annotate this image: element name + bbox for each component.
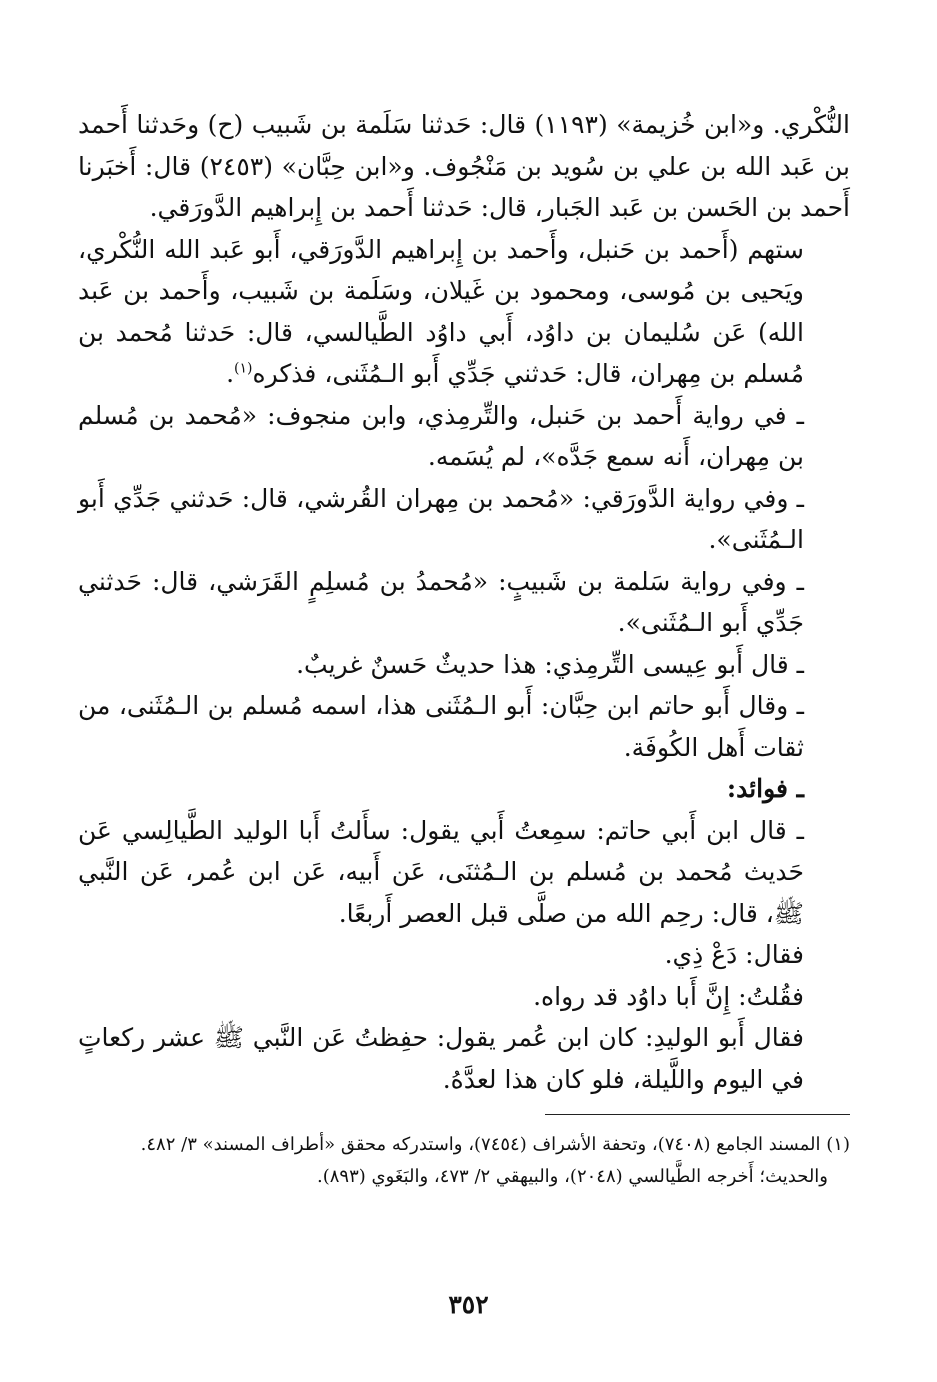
paragraph-ibn-abi-hatim: ـ قال ابن أَبي حاتم: سمِعتُ أَبي يقول: سأَلتُ أَبا الوليد الطَّيالِسي عَن حَديث مُحمد بن مُسلم بن الـمُثنَى، عَن أَبيه، عَن ابن عُمر، عَن النَّبي ﷺ، قال: رحِم الله من صلَّى قبل العصر أَربعًا. (78, 815, 804, 928)
footnote-separator (545, 1114, 850, 1115)
paragraph-abu-al-walid: فقال أَبو الوليدِ: كان ابن عُمر يقول: حفِظتُ عَن النَّبي ﷺ عشر ركعاتٍ في اليوم واللَّيلة، فلو كان هذا لعدَّهُ. (78, 1023, 804, 1094)
page-number: ٣٥٢ (448, 1290, 489, 1319)
paragraph-reply-1: فقال: دَعْ ذِي. (664, 940, 804, 969)
paragraph-six-narrators: ستهم (أَحمد بن حَنبل، وأَحمد بن إِبراهيم الدَّورَقي، أَبو عَبد الله النُّكْري، ويَحيى بن مُوسى، ومحمود بن غَيلان، وسَلَمة بن شَبيب، وأَحمد بن عَبد الله) عَن سُليمان بن داوُد، أَبي داوُد الطَّيالسي، قال: حَدثنا مُحمد بن مُسلم بن مِهران، قال: حَدثني جَدِّي أَبو الـمُثَنى، فذكره$^{(١)}$. (78, 234, 804, 388)
paragraph-reply-2: فقُلتُ: إِنَّ أَبا داوُد قد رواه. (533, 981, 804, 1011)
paragraph-isnad-continuation: النُّكْري. و«ابن خُزيمة» (١١٩٣) قال: حَدثنا سَلَمة بن شَبيب (ح) وحَدثنا أَحمد بن عَبد الله بن علي بن سُويد بن مَنْجُوف. و«ابن حِبَّان» (٢٤٥٣) قال: أَخبَرنا أَحمد بن الحَسن بن عَبد الجَبار، قال: حَدثنا أَحمد بن إِبراهيم الدَّورَقي. (78, 110, 850, 222)
paragraph-six-narrators-text: ستهم (أَحمد بن حَنبل، وأَحمد بن إِبراهيم الدَّورَقي، أَبو عَبد الله النُّكْري، ويَحيى بن مُوسى، ومحمود بن غَيلان، وسَلَمة بن شَبيب، وأَحمد بن عَبد الله) عَن سُليمان بن داوُد، أَبي داوُد الطَّيالسي، قال: حَدثنا مُحمد بن مُسلم بن مِهران، قال: حَدثني جَدِّي أَبو الـمُثَنى، فذكره (78, 234, 804, 388)
main-text (78, 104, 850, 1100)
paragraph-dawraqi-version: ـ وفي رواية الدَّورَقي: «مُحمد بن مِهران القُرشي، قال: حَدثني جَدِّي أَبو الـمُثَنى». (78, 483, 804, 554)
footnote-1-continuation: والحديث؛ أَخرجه الطَّيالسي (٢٠٤٨)، والبيهقي ٢/ ٤٧٣، والبَغَوي (٨٩٣). (316, 1166, 828, 1187)
paragraph-salama-version: ـ وفي رواية سَلمة بن شَبيبٍ: «مُحمدُ بن مُسلِمٍ القَرَشي، قال: حَدثني جَدِّي أَبو الـمُثَنى». (78, 566, 804, 637)
footnote-1: (١) المسند الجامع (٧٤٠٨)، وتحفة الأشراف (٧٤٥٤)، واستدركه محقق «أطراف المسند» ٣/ ٤٨٢. (140, 1134, 850, 1155)
footnote-reference: (١) (234, 360, 253, 377)
paragraph-ibn-hibban-comment: ـ وقال أَبو حاتم ابن حِبَّان: أَبو الـمُثَنى هذا، اسمه مُسلم بن الـمُثَنى، من ثقات أَهل الكُوفَة. (78, 691, 804, 762)
page-body (78, 104, 850, 1193)
paragraph-tirmidhi-comment: ـ قال أَبو عِيسى التِّرمِذي: هذا حديثٌ حَسنٌ غريبٌ. (296, 649, 804, 679)
footnotes (78, 1129, 850, 1193)
section-heading-fawaid: ـ فوائد: (726, 774, 804, 803)
paragraph-ahmad-version: ـ في رواية أَحمد بن حَنبل، والتِّرمِذي، وابن منجوف: «مُحمد بن مُسلم بن مِهران، أَنه سمع جَدَّه»، لم يُسَمه. (78, 400, 804, 471)
